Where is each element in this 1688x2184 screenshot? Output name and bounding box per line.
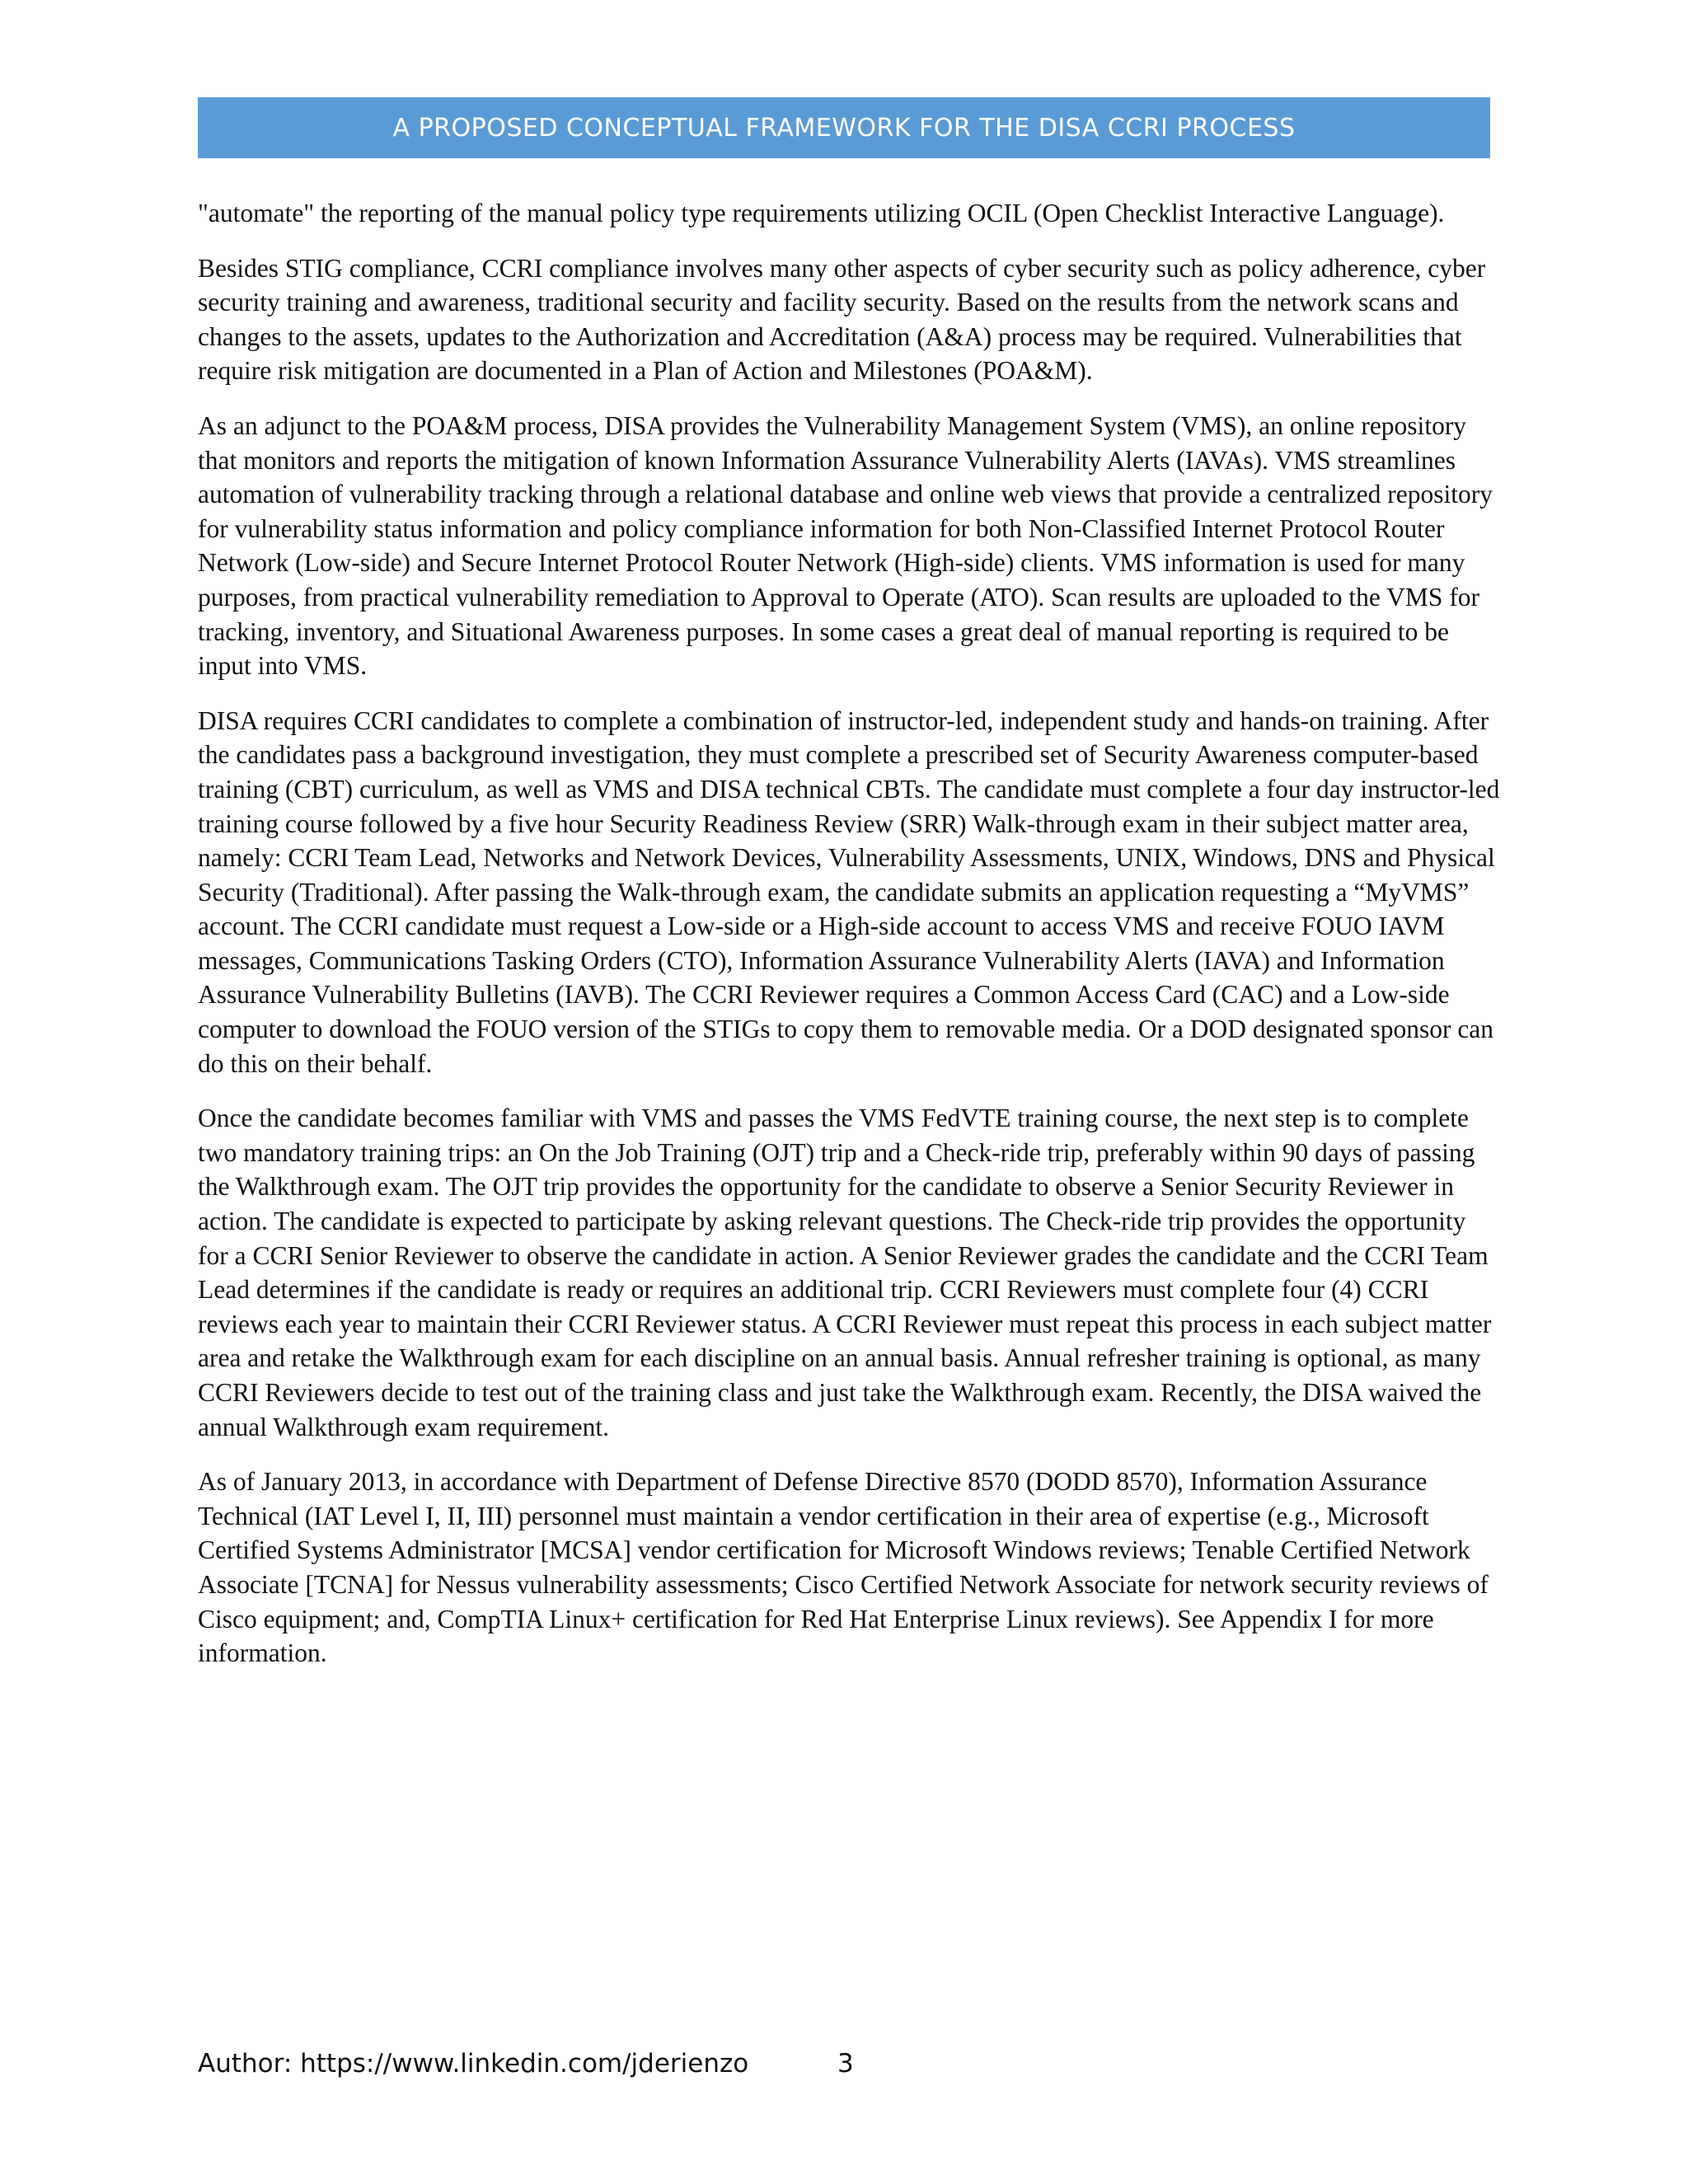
paragraph-4: DISA requires CCRI candidates to complete a combination of instructor-led, independent study and hands-on training. After the candidates pass a background investigation, they must complete a prescribed set of Security Awareness computer-based training (CBT) curriculum, as well as VMS and DISA technical CBTs. The candidate must complete a four day instructor-led training course followed by a five hour Security Readiness Review (SRR) Walk-through exam in their subject matter area, namely: CCRI Team Lead, Networks and Network Devices, Vulnerability Assessments, UNIX, Windows, DNS and Physical Security (Traditional). After passing the Walk-through exam, the candidate submits an application requesting a “MyVMS” account. The CCRI candidate must request a Low-side or a High-side account to access VMS and receive FOUO IAVM messages, Communications Tasking Orders (CTO), Information Assurance Vulnerability Alerts (IAVA) and Information Assurance Vulnerability Bulletins (IAVB). The CCRI Reviewer requires a Common Access Card (CAC) and a Low-side computer to download the FOUO version of the STIGs to copy them to removable media. Or a DOD designated sponsor can do this on their behalf. <box>198 705 1500 1078</box>
paragraph-1: "automate" the reporting of the manual policy type requirements utilizing OCIL (Open Checklist Interactive Language). <box>198 199 1445 227</box>
header-banner <box>198 97 1490 158</box>
paragraph-2: Besides STIG compliance, CCRI compliance involves many other aspects of cyber security such as policy adherence, cyber security training and awareness, traditional security and facility security. Based on the results from the network scans and changes to the assets, updates to the Authorization and Accreditation (A&A) process may be required. Vulnerabilities that require risk mitigation are documented in a Plan of Action and Milestones (POA&M). <box>198 253 1486 386</box>
paragraph-5: Once the candidate becomes familiar with VMS and passes the VMS FedVTE training course, the next step is to complete two mandatory training trips: an On the Job Training (OJT) trip and a Check-ride trip, preferably within 90 days of passing the Walkthrough exam. The OJT trip provides the opportunity for the candidate to observe a Senior Security Reviewer in action. The candidate is expected to participate by asking relevant questions. The Check-ride trip provides the opportunity for a CCRI Senior Reviewer to observe the candidate in action. A Senior Reviewer grades the candidate and the CCRI Team Lead determines if the candidate is ready or requires an additional trip. CCRI Reviewers must complete four (4) CCRI reviews each year to maintain their CCRI Reviewer status. A CCRI Reviewer must repeat this process in each subject matter area and retake the Walkthrough exam for each discipline on an annual basis. Annual refresher training is optional, as many CCRI Reviewers decide to test out of the training class and just take the Walkthrough exam. Recently, the DISA waived the annual Walkthrough exam requirement. <box>198 1104 1492 1441</box>
header-title: A PROPOSED CONCEPTUAL FRAMEWORK FOR THE DISA CCRI PROCESS <box>392 113 1296 143</box>
footer-author: Author: https://www.linkedin.com/jderienzo <box>198 2049 749 2079</box>
page-number: 3 <box>837 2049 854 2079</box>
body-text <box>198 196 1500 1691</box>
paragraph-6: As of January 2013, in accordance with Department of Defense Directive 8570 (DODD 8570), Information Assurance Technical (IAT Level I, II, III) personnel must maintain a vendor certification in their area of expertise (e.g., Microsoft Certified Systems Administrator [MCSA] vendor certification for Microsoft Windows reviews; Tenable Certified Network Associate [TCNA] for Nessus vulnerability assessments; Cisco Certified Network Associate for network security reviews of Cisco equipment; and, CompTIA Linux+ certification for Red Hat Enterprise Linux reviews). See Appendix I for more information. <box>198 1467 1489 1668</box>
paragraph-3: As an adjunct to the POA&M process, DISA provides the Vulnerability Management System (VMS), an online repository that monitors and reports the mitigation of known Information Assurance Vulnerability Alerts (IAVAs). VMS streamlines automation of vulnerability tracking through a relational database and online web views that provide a centralized repository for vulnerability status information and policy compliance information for both Non-Classified Internet Protocol Router Network (Low-side) and Secure Internet Protocol Router Network (High-side) clients. VMS information is used for many purposes, from practical vulnerability remediation to Approval to Operate (ATO). Scan results are uploaded to the VMS for tracking, inventory, and Situational Awareness purposes. In some cases a great deal of manual reporting is required to be input into VMS. <box>198 410 1493 681</box>
page-footer <box>198 2049 854 2079</box>
